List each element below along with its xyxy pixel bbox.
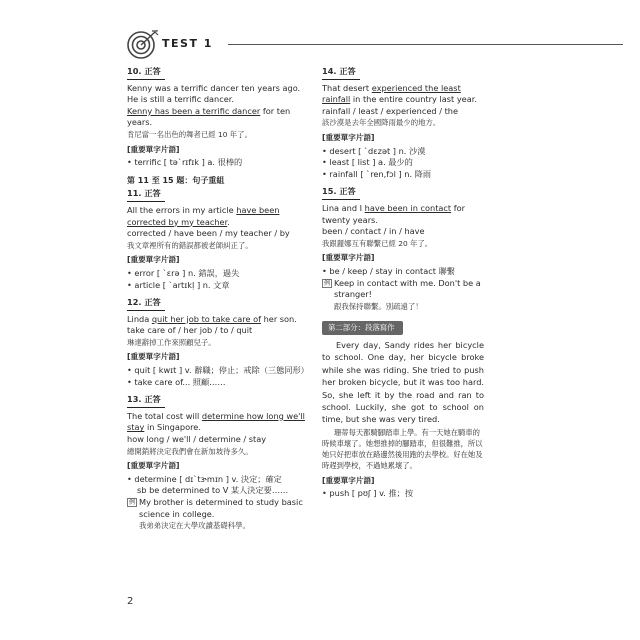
word-list: corrected / have been / my teacher / by bbox=[127, 228, 290, 239]
vocab-heading: [重要單字片語] bbox=[127, 255, 180, 265]
sentence: He is still a terrific dancer. bbox=[127, 94, 234, 105]
answer-sentence: Lina and I have been in contact for twenty years. bbox=[322, 202, 466, 225]
translation: 我文章裡所有的錯誤都被老師糾正了。 bbox=[127, 240, 253, 250]
answer-sentence: All the errors in my article have been corrected by my teacher. bbox=[127, 204, 280, 227]
example: 例 My brother is determined to study basic science in college. bbox=[129, 497, 303, 519]
target-icon bbox=[126, 30, 160, 60]
translation: 琳達辭掉工作來照顧兒子。 bbox=[127, 337, 216, 347]
vocab-item: • article [ `artɪkḷ ] n. 文章 bbox=[127, 279, 230, 290]
translation: 我跟麗娜互有聯繫已經 20 年了。 bbox=[322, 238, 433, 248]
example-translation: 我弟弟決定在大學攻讀基礎科學。 bbox=[139, 521, 250, 531]
answer-15 bbox=[322, 186, 484, 312]
vocab-heading: [重要單字片語] bbox=[322, 132, 375, 142]
word-list: take care of / her job / to / quit bbox=[127, 325, 253, 336]
question-number: 12. 正答 bbox=[127, 297, 165, 311]
model-paragraph: Every day, Sandy rides her bicycle to school. One day, her bicycle broke while she was riding. She tried to push her broken bicycle, but it was too hard. So, she left it by the road and ran to school. Luckily, she got to school on time, but she was very tired. bbox=[322, 339, 484, 425]
question-number: 13. 正答 bbox=[127, 394, 165, 408]
answer-11 bbox=[127, 188, 315, 291]
vocab-item: • terrific [ tə`rɪfɪk ] a. 很棒的 bbox=[127, 157, 243, 168]
vocab-item: • least [ list ] a. 最少的 bbox=[322, 157, 413, 168]
vocab-heading: [重要單字片語] bbox=[127, 144, 180, 154]
vocab-heading: [重要單字片語] bbox=[127, 352, 180, 362]
vocab-item: • rainfall [ `ren,fɔl ] n. 降雨 bbox=[322, 168, 432, 179]
page-number: 2 bbox=[127, 596, 134, 607]
answer-13 bbox=[127, 394, 315, 532]
vocab-item: • quit [ kwɪt ] v. 辭職；停止；戒除（三態同形） bbox=[127, 365, 309, 376]
part-two bbox=[322, 318, 484, 499]
page-header bbox=[120, 30, 620, 60]
word-list: rainfall / least / experienced / the bbox=[322, 105, 459, 116]
question-number: 10. 正答 bbox=[127, 66, 165, 80]
answer-sentence: That desert experienced the least rainfall in the entire country last year. bbox=[322, 82, 477, 105]
question-number: 14. 正答 bbox=[322, 66, 360, 80]
example-icon: 例 bbox=[324, 279, 331, 287]
vocab-item: • determine [ dɪ`tɝmɪn ] v. 決定；確定 bbox=[127, 473, 282, 484]
vocab-item: • error [ `ɛrə ] n. 錯誤，過失 bbox=[127, 267, 240, 278]
phrase: sb be determined to V 某人決定要…… bbox=[137, 485, 289, 496]
question-number: 15. 正答 bbox=[322, 186, 360, 200]
vocab-heading: [重要單字片語] bbox=[322, 253, 375, 263]
section-heading: 第 11 至 15 題：句子重組 bbox=[127, 175, 225, 185]
answer-sentence: The total cost will determine how long we'll stay in Singapore. bbox=[127, 410, 305, 433]
vocab-item: • desert [ `dɛzət ] n. 沙漠 bbox=[322, 145, 426, 156]
vocab-heading: [重要單字片語] bbox=[127, 461, 180, 471]
answer-10 bbox=[127, 66, 315, 169]
paragraph-translation: 珊蒂每天都騎腳踏車上學。有一天她在騎車的時候車壞了。她想推掉的腳踏車，但很難推，所以她只好把車放在路邊然後用跑的去學校。好在她及時趕到學校，不過她累壞了。 bbox=[322, 427, 483, 471]
answer-sentence: Linda quit her job to take care of her son. bbox=[127, 313, 297, 324]
sentence: Kenny was a terrific dancer ten years ago. bbox=[127, 82, 301, 93]
answer-14 bbox=[322, 66, 484, 180]
example: 例 Keep in contact with me. Don't be a stranger! bbox=[324, 277, 481, 300]
vocab-heading: [重要單字片語] bbox=[322, 475, 375, 485]
translation: 總開銷將決定我們會在新加坡待多久。 bbox=[127, 446, 253, 456]
question-number: 11. 正答 bbox=[127, 188, 165, 202]
left-column bbox=[127, 66, 315, 538]
example-translation: 跟我保持聯繫。別疏遠了！ bbox=[334, 301, 423, 311]
translation: 肯尼當一名出色的舞者已經 10 年了。 bbox=[127, 129, 252, 139]
answer-12 bbox=[127, 297, 315, 388]
header-rule bbox=[228, 44, 623, 45]
answer-sentence: Kenny has been a terrific dancer for ten years. bbox=[127, 105, 291, 128]
vocab-item: • push [ pʊʃ ] v. 推；按 bbox=[322, 488, 414, 499]
vocab-item: • take care of... 照顧…… bbox=[127, 376, 226, 387]
word-list: been / contact / in / have bbox=[322, 226, 425, 237]
word-list: how long / we'll / determine / stay bbox=[127, 434, 267, 445]
example-icon: 例 bbox=[129, 499, 136, 506]
vocab-item: • be / keep / stay in contact 聯繫 bbox=[322, 265, 455, 276]
part-two-badge: 第二部分：段落寫作 bbox=[322, 321, 403, 335]
translation: 該沙漠是去年全國降雨最少的地方。 bbox=[322, 118, 441, 128]
test-title: TEST 1 bbox=[162, 37, 213, 50]
right-column bbox=[322, 66, 484, 500]
